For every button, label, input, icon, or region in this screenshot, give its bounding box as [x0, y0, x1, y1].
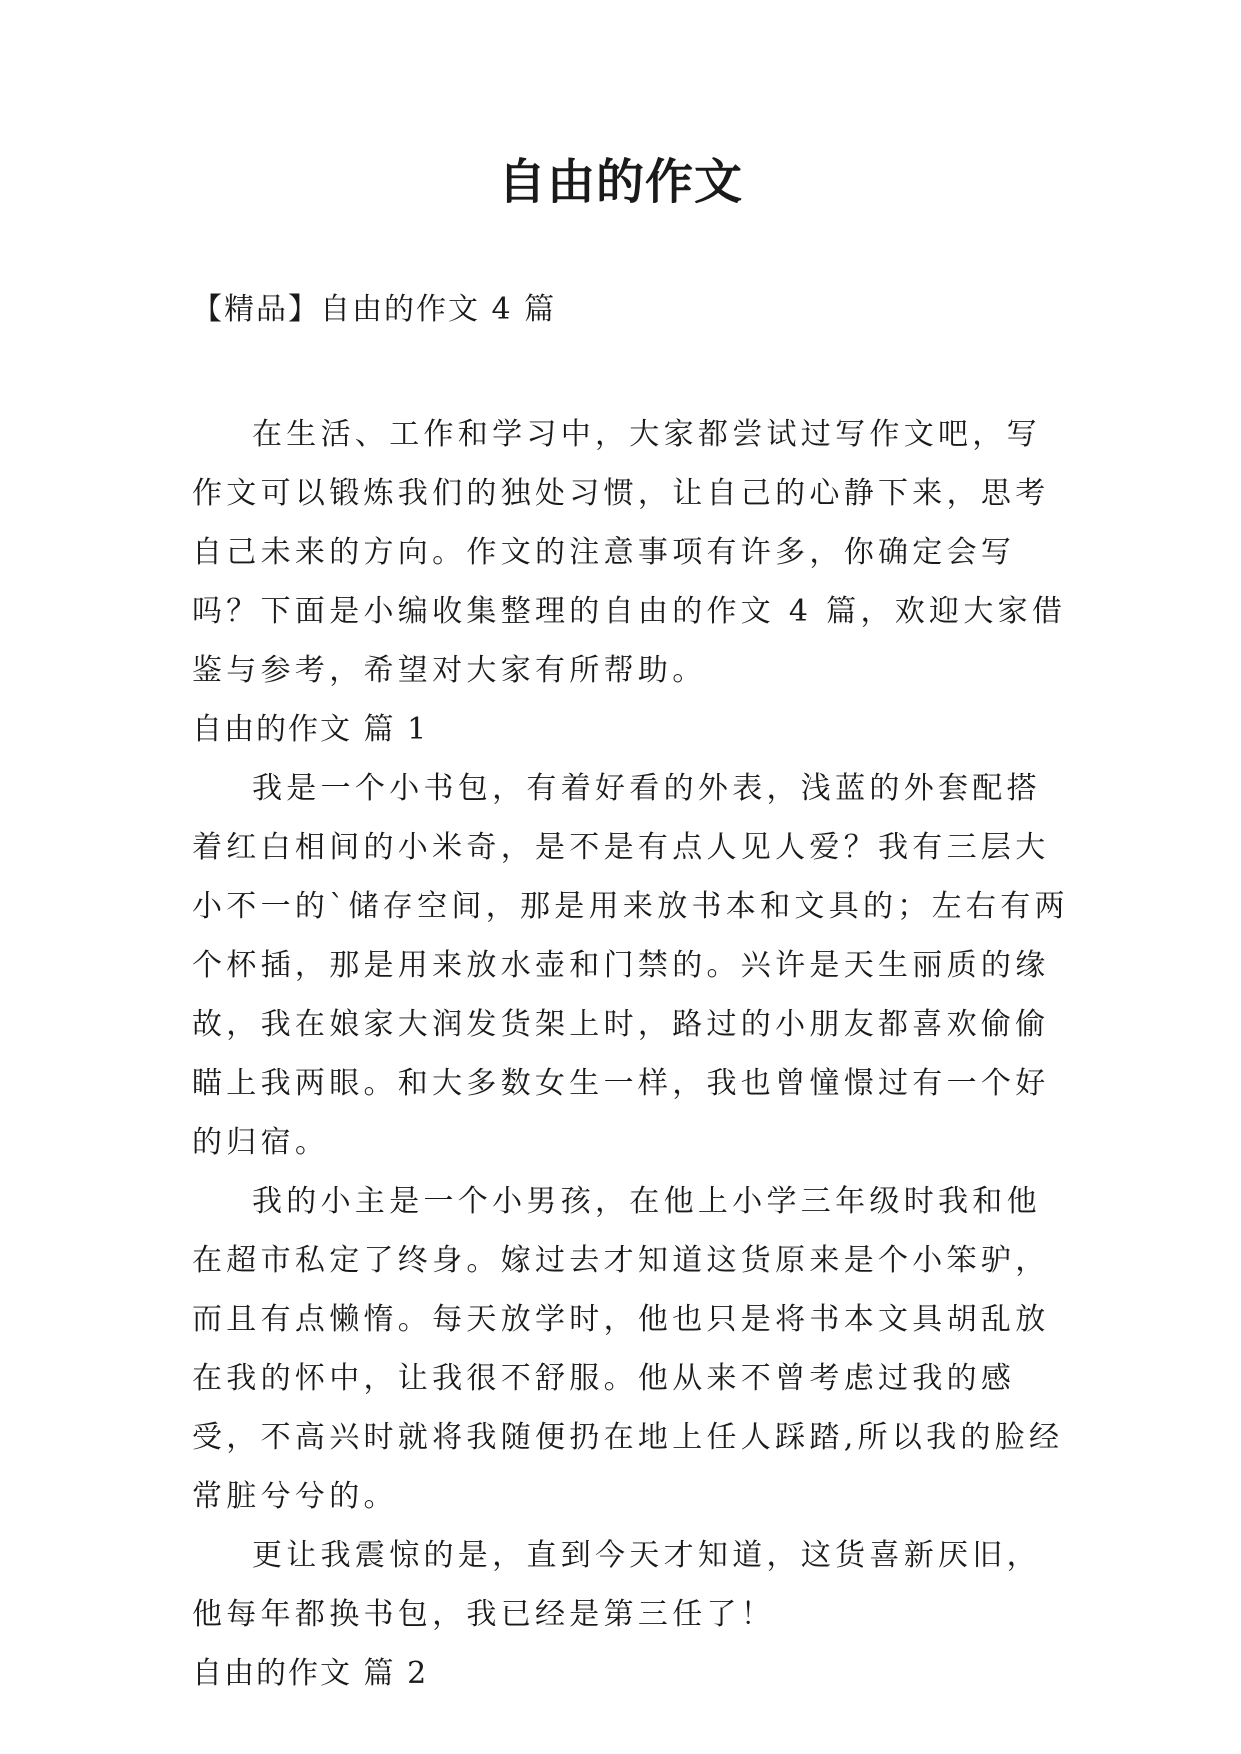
document-subtitle: 【精品】自由的作文 4 篇 [192, 292, 557, 327]
section-1-paragraph-3: 更让我震惊的是，直到今天才知道，这货喜新厌旧，他每年都换书包，我已经是第三任了！ [192, 1538, 1041, 1632]
section-1-paragraph-1: 我是一个小书包，有着好看的外表，浅蓝的外套配搭着红白相间的小米奇，是不是有点人见人爱？我有三层大小不一的`储存空间，那是用来放书本和文具的；左右有两个杯插，那是用来放水壶和门禁的。兴许是天生丽质的缘故，我在娘家大润发货架上时，路过的小朋友都喜欢偷偷瞄上我两眼。和大多数女生一样，我也曾憧憬过有一个好的归宿。 [192, 771, 1069, 1160]
section-heading-1: 自由的作文 篇 1 [192, 712, 429, 747]
page-title: 自由的作文 [497, 154, 743, 210]
document-body [192, 405, 1072, 1703]
section-1-paragraph-2: 我的小主是一个小男孩，在他上小学三年级时我和他在超市私定了终身。嫁过去才知道这货原来是个小笨驴，而且有点懒惰。每天放学时，他也只是将书本文具胡乱放在我的怀中，让我很不舒服。他从来不曾考虑过我的感受，不高兴时就将我随便扔在地上任人踩踏,所以我的脸经常脏兮兮的。 [192, 1184, 1064, 1514]
section-heading-2: 自由的作文 篇 2 [192, 1656, 429, 1691]
intro-paragraph: 在生活、工作和学习中，大家都尝试过写作文吧，写作文可以锻炼我们的独处习惯，让自己的心静下来，思考自己未来的方向。作文的注意事项有许多，你确定会写吗？下面是小编收集整理的自由的作文 4 篇，欢迎大家借鉴与参考，希望对大家有所帮助。 [192, 417, 1067, 688]
